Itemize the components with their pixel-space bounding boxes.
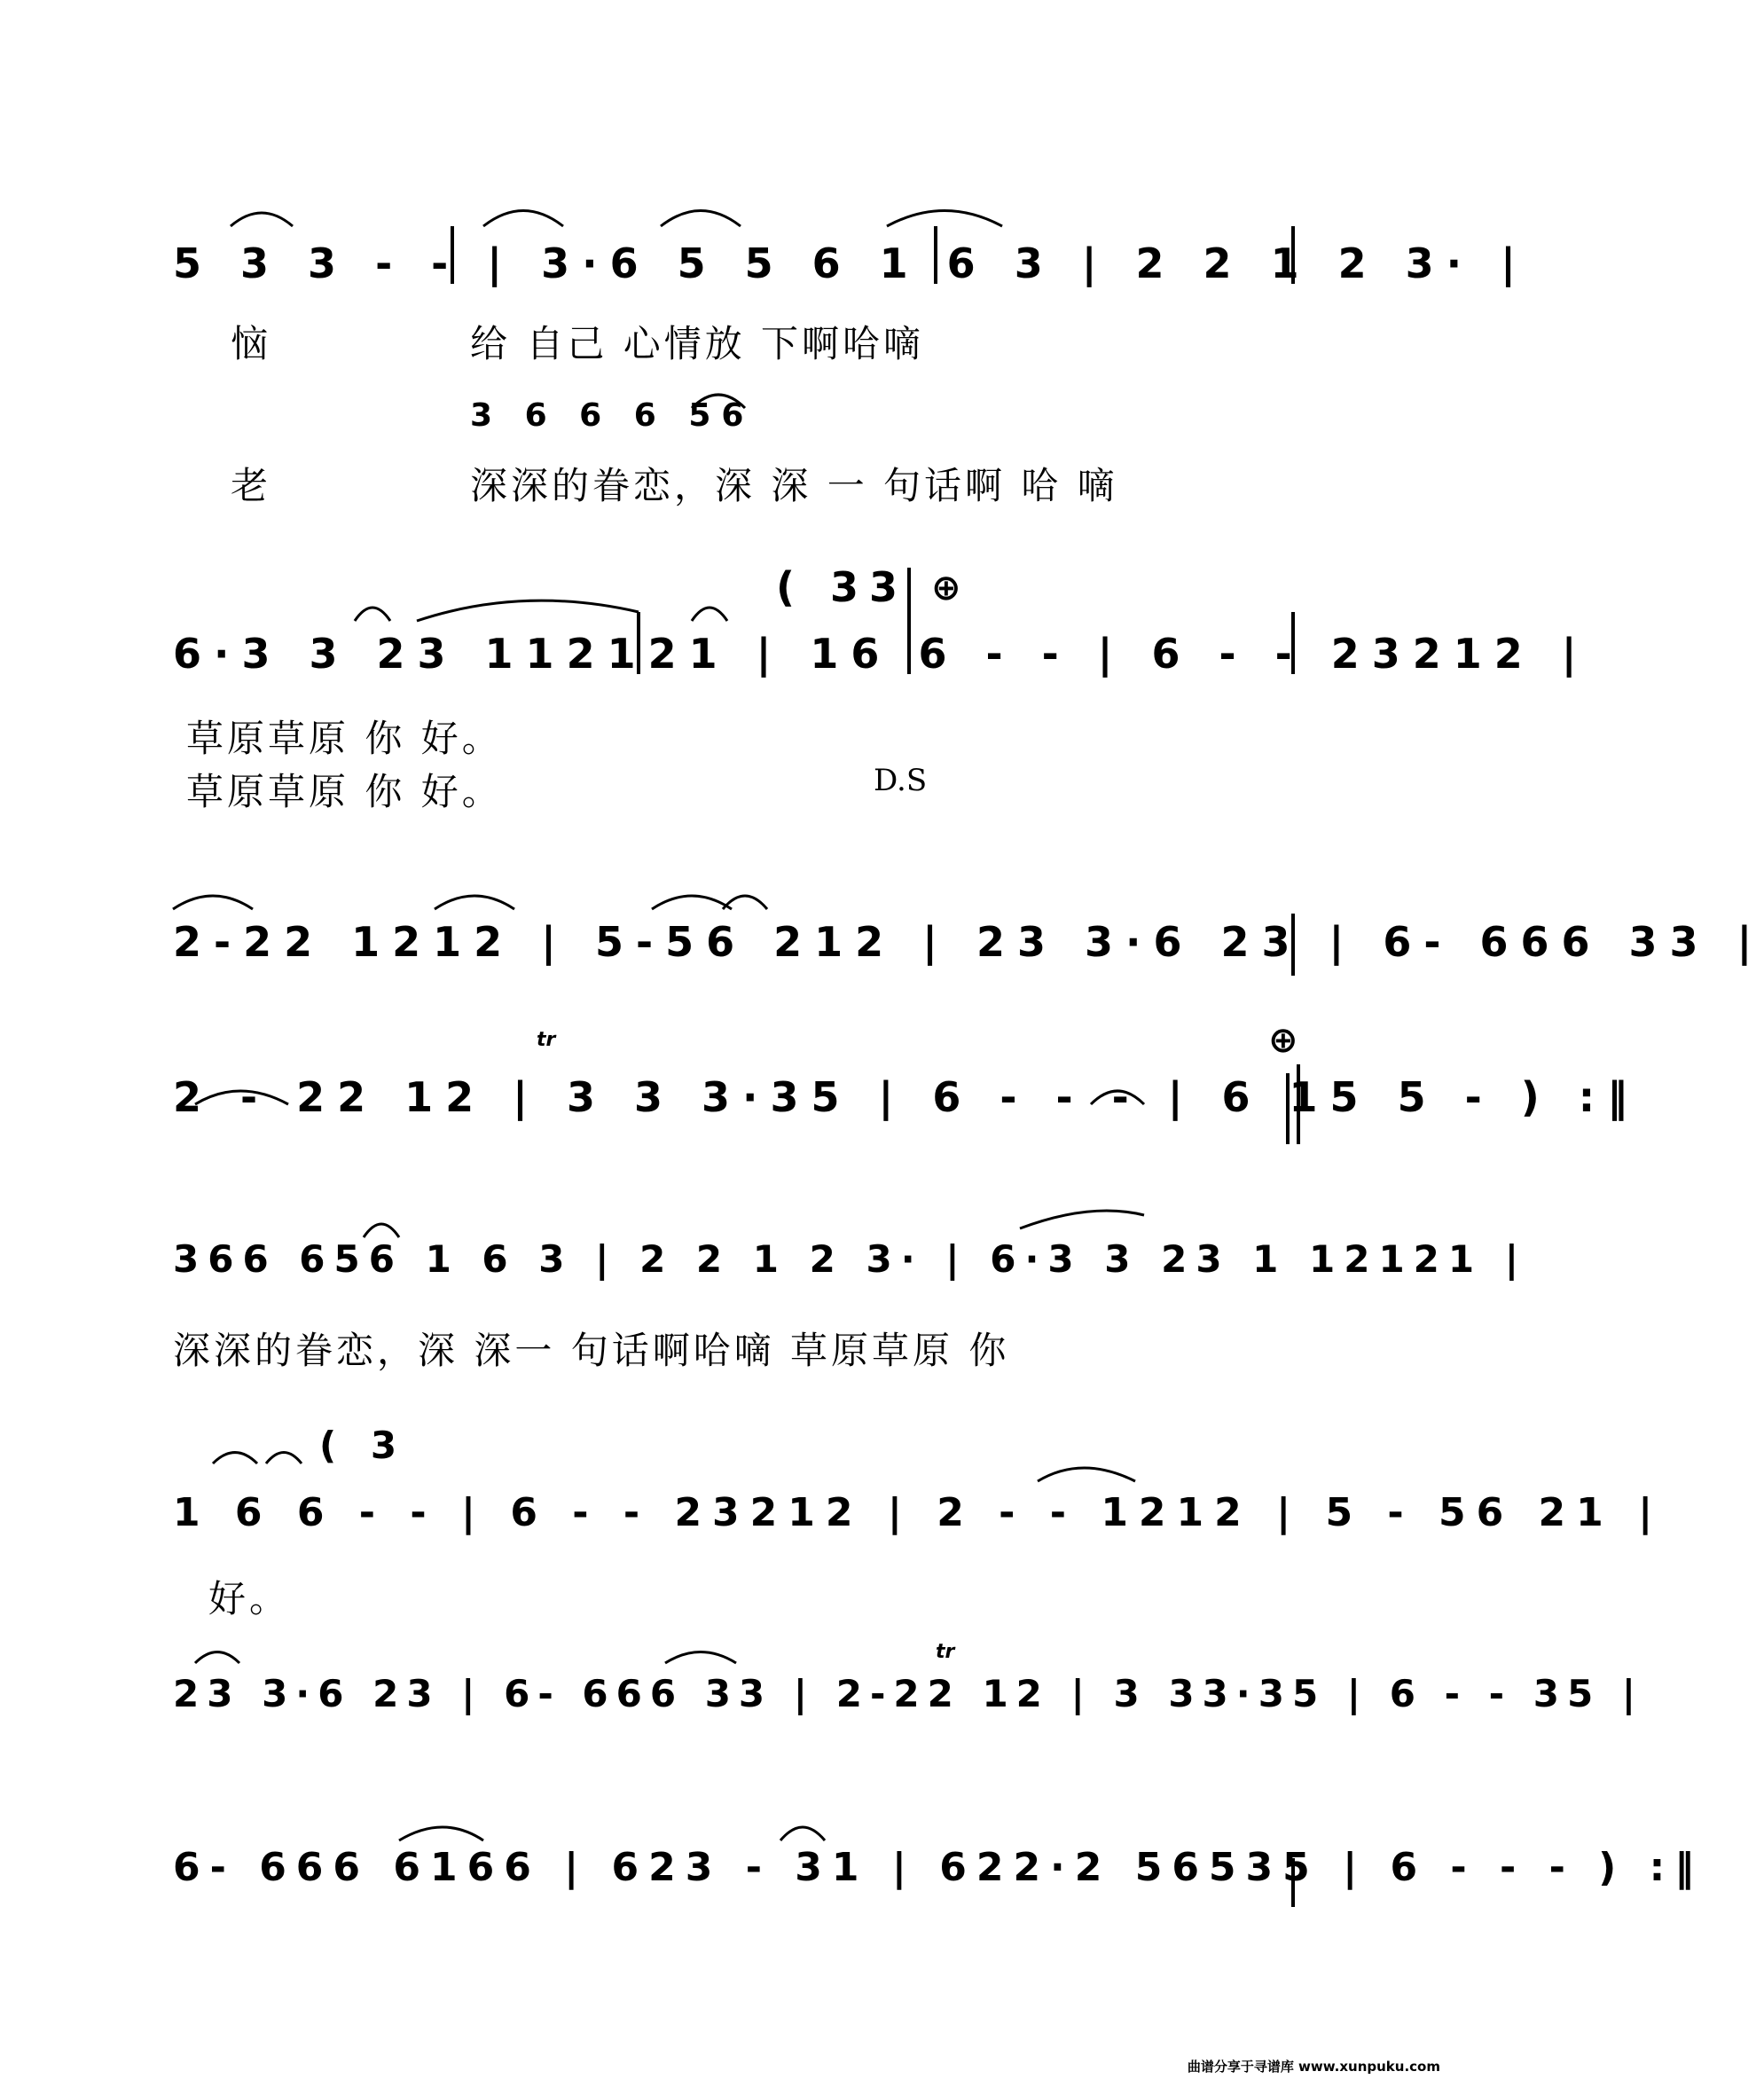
pickup-marker-2: ( 33 bbox=[776, 563, 909, 611]
lyric-line-2a: 草原草原 你 好。 bbox=[186, 717, 503, 760]
lyric-line-1a: 给 自己 心情放 下啊哈嘀 bbox=[470, 322, 925, 365]
notation-line-2: 6·3 3 23 112121 | 16 6 - - | 6 - - 23212 | bbox=[173, 630, 1589, 678]
notation-line-5: 366 656 1 6 3 | 2 2 1 2 3· | 6·3 3 23 1 12121 | bbox=[173, 1237, 1528, 1281]
notation-line-6: 1 6 6 - - | 6 - - 23212 | 2 - - 1212 | 5 - 56 21 | bbox=[173, 1490, 1664, 1535]
trill-mark-1: tr bbox=[537, 1029, 556, 1051]
coda-sign-icon-2: ⊕ bbox=[1268, 1020, 1298, 1061]
coda-sign-icon: ⊕ bbox=[931, 568, 961, 608]
lyric-line-6: 好。 bbox=[208, 1577, 291, 1620]
ds-marking: D.S bbox=[874, 763, 928, 798]
footer-credit: 曲谱分享于寻谱库 www.xunpuku.com bbox=[1187, 2059, 1440, 2075]
notation-line-4: 2 - 22 12 | 3 3 3·35 | 6 - - - | 6 15 5 - ) :‖ bbox=[173, 1073, 1641, 1121]
notation-line-1: 5 3 3 - - | 3·6 5 5 6 1 6 3 | 2 2 1 2 3· | bbox=[173, 239, 1528, 287]
notation-line-8: 6- 666 6166 | 623 - 31 | 622·2 56535 | 6 - - - ) :‖ bbox=[173, 1845, 1705, 1890]
alt-notation-line-1: 3 6 6 6 56 bbox=[470, 397, 755, 434]
notation-line-7: 23 3·6 23 | 6- 666 33 | 2-22 12 | 3 33·35 | 6 - - 35 | bbox=[173, 1672, 1644, 1715]
lyric-line-1b-pickup: 老 bbox=[231, 464, 272, 507]
lyric-line-1b: 深深的眷恋，深 深 一 句话啊 哈 嘀 bbox=[470, 464, 1118, 507]
lyric-line-5: 深深的眷恋，深 深一 句话啊哈嘀 草原草原 你 bbox=[173, 1329, 1010, 1372]
notation-line-3: 2-22 1212 | 5-56 212 | 23 3·6 23 | 6- 666 33 | bbox=[173, 918, 1764, 966]
pickup-marker-6: ( 3 bbox=[319, 1424, 408, 1467]
lyric-line-1a-pickup: 恼 bbox=[231, 322, 272, 365]
trill-mark-2: tr bbox=[936, 1641, 955, 1663]
lyric-line-2b: 草原草原 你 好。 bbox=[186, 770, 503, 813]
